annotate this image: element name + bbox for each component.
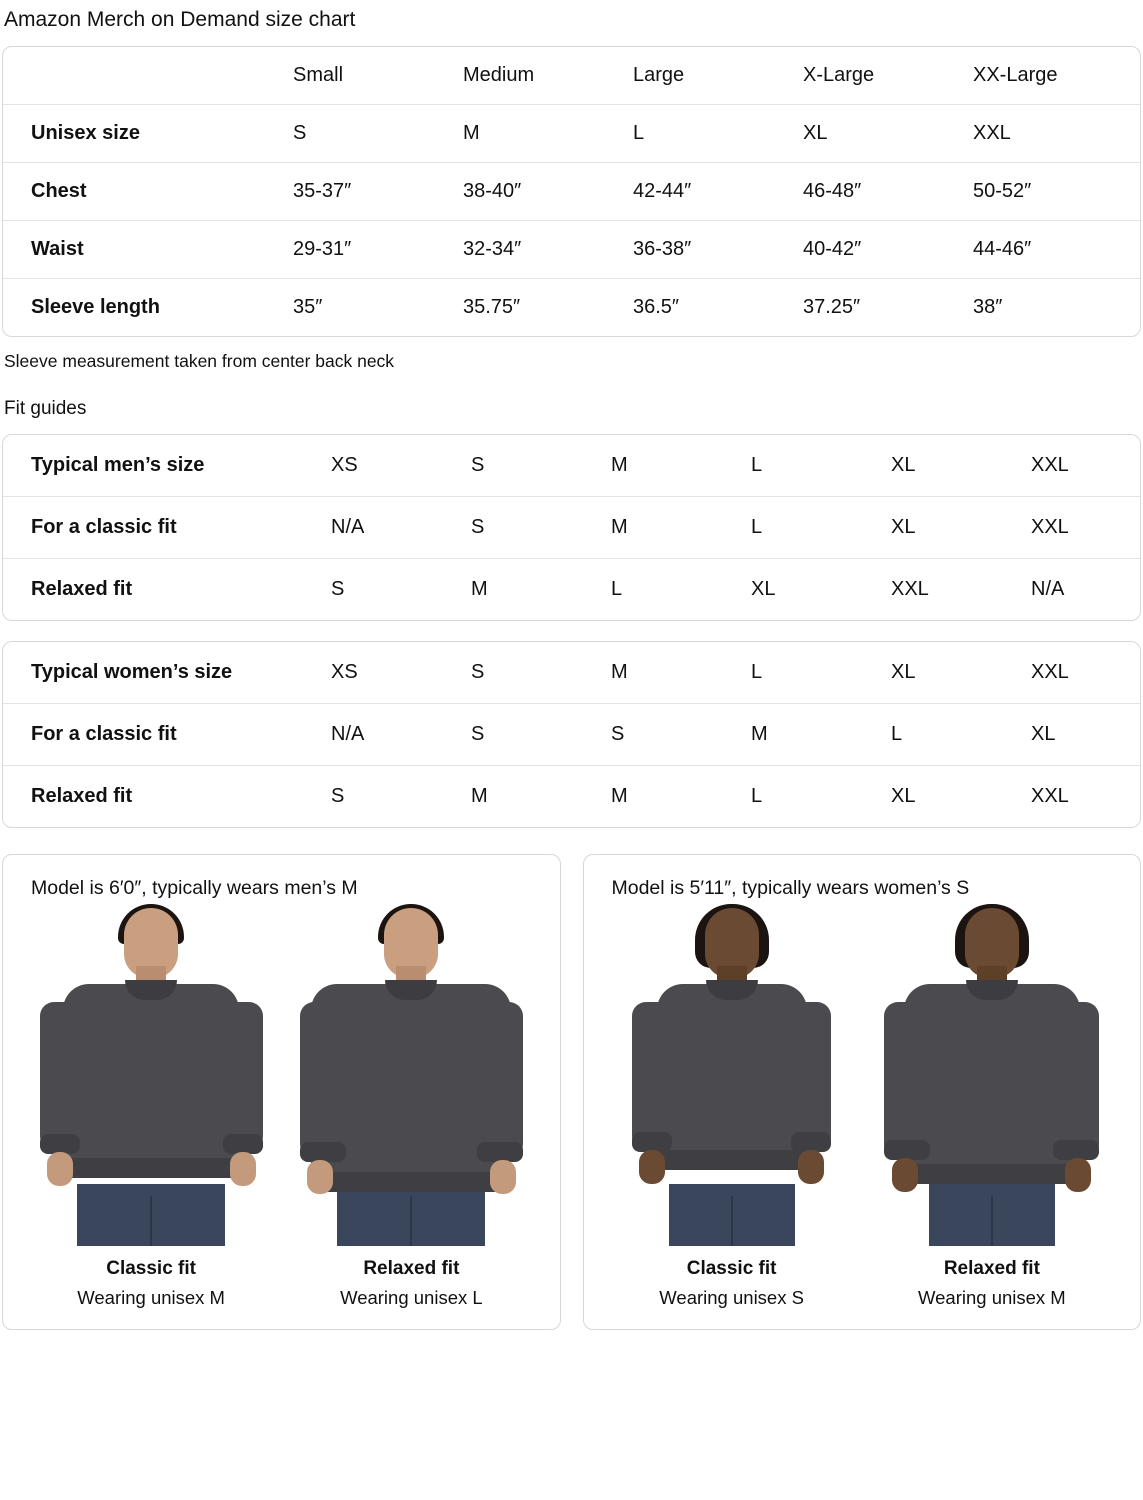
fit-guides-label: Fit guides [4, 398, 87, 419]
row-label-mens-relaxed-fit: Relaxed fit [31, 578, 133, 600]
cell: N/A [331, 704, 471, 766]
cell: L [633, 105, 803, 163]
hand-right [1065, 1158, 1091, 1192]
womens-relaxed-fit-illustration [874, 906, 1109, 1246]
cell: S [471, 704, 611, 766]
hand-left [639, 1150, 665, 1184]
table-row [3, 163, 1141, 221]
cuff-right [477, 1142, 523, 1162]
hand-right [798, 1150, 824, 1184]
womens-figure-row [602, 906, 1123, 1309]
mens-classic-fit-figure [34, 906, 269, 1309]
cuff-right [1053, 1140, 1099, 1160]
spacer [0, 621, 1143, 641]
cell: S [331, 578, 345, 600]
hand-right [230, 1152, 256, 1186]
fit-sublabel: Wearing unisex S [659, 1287, 804, 1308]
size-table [3, 47, 1141, 336]
cell: XL [803, 105, 973, 163]
row-label-sleeve-length: Sleeve length [31, 296, 160, 318]
fit-label: Relaxed fit [363, 1258, 460, 1279]
sleeve-right [791, 1002, 831, 1150]
cell: M [611, 497, 751, 559]
table-row [3, 435, 1141, 497]
cell: XL [891, 497, 1031, 559]
jeans-shape [337, 1184, 485, 1246]
cuff-right [223, 1134, 263, 1154]
column-header-medium: Medium [463, 47, 633, 105]
cell: S [331, 785, 345, 807]
cell: 50-52″ [973, 163, 1141, 221]
cell: 35.75″ [463, 296, 521, 318]
sleeve-left [884, 1002, 930, 1158]
cell: M [463, 105, 633, 163]
column-header-xlarge: X-Large [803, 47, 973, 105]
cell: 38″ [973, 296, 1003, 318]
table-row [3, 105, 1141, 163]
cell: 36-38″ [633, 221, 803, 279]
sleeve-measurement-note: Sleeve measurement taken from center back neck [4, 351, 395, 371]
row-label-chest: Chest [3, 163, 293, 221]
cuff-left [300, 1142, 346, 1162]
womens-fit-table [3, 642, 1141, 827]
cell: XXL [1031, 497, 1141, 559]
sweatshirt-body [657, 984, 807, 1164]
cell: 42-44″ [633, 163, 803, 221]
cell: L [891, 704, 1031, 766]
womens-fit-guide-card [2, 641, 1141, 828]
cell: N/A [1031, 578, 1065, 600]
cuff-left [40, 1134, 80, 1154]
mens-relaxed-fit-figure [294, 906, 529, 1309]
hand-right [490, 1160, 516, 1194]
hand-left [892, 1158, 918, 1192]
cell: XXL [1031, 435, 1141, 497]
column-header-xxlarge: XX-Large [973, 47, 1141, 105]
cell: XXL [891, 578, 929, 600]
cell: 37.25″ [803, 296, 861, 318]
womens-classic-fit-figure [614, 906, 849, 1309]
cuff-left [884, 1140, 930, 1160]
row-label-womens-relaxed-fit: Relaxed fit [31, 785, 133, 807]
mens-relaxed-fit-illustration [294, 906, 529, 1246]
fit-sublabel: Wearing unisex L [340, 1287, 483, 1308]
table-row [3, 766, 1141, 828]
cell: XL [891, 435, 1031, 497]
cell: XXL [973, 105, 1141, 163]
row-label-typical-womens-size: Typical women’s size [3, 642, 331, 704]
cell: 35″ [293, 296, 323, 318]
size-table-card [2, 46, 1141, 337]
table-row [3, 704, 1141, 766]
jeans-shape [929, 1184, 1055, 1246]
table-row [3, 497, 1141, 559]
cell: L [751, 497, 891, 559]
sleeve-right [477, 1002, 523, 1158]
cell: 36.5″ [633, 296, 680, 318]
mens-fit-guide-card [2, 434, 1141, 621]
cell: S [471, 435, 611, 497]
cell: 29-31″ [293, 221, 463, 279]
column-header-small: Small [293, 47, 463, 105]
row-label-waist: Waist [3, 221, 293, 279]
fit-label: Classic fit [686, 1258, 777, 1279]
cell: 35-37″ [293, 163, 463, 221]
cell: L [751, 435, 891, 497]
cell: XS [331, 642, 471, 704]
cell: 46-48″ [803, 163, 973, 221]
cell: N/A [331, 497, 471, 559]
row-label-typical-mens-size: Typical men’s size [3, 435, 331, 497]
row-label-womens-classic-fit: For a classic fit [3, 704, 331, 766]
cell: 40-42″ [803, 221, 973, 279]
cell: M [611, 435, 751, 497]
cell: XXL [1031, 642, 1141, 704]
jeans-shape [669, 1184, 795, 1246]
cell: S [611, 704, 751, 766]
row-label-unisex-size: Unisex size [3, 105, 293, 163]
column-header-large: Large [633, 47, 803, 105]
cell: 38-40″ [463, 163, 633, 221]
fit-sublabel: Wearing unisex M [918, 1287, 1066, 1308]
hem-band [63, 1158, 239, 1178]
cell: S [293, 105, 463, 163]
mens-model-caption: Model is 6′0″, typically wears men’s M [31, 877, 358, 899]
cell: L [751, 642, 891, 704]
fit-sublabel: Wearing unisex M [77, 1287, 225, 1308]
table-row [3, 559, 1141, 621]
hand-left [307, 1160, 333, 1194]
womens-model-card [583, 854, 1142, 1330]
table-header-row [3, 47, 1141, 105]
cell: 32-34″ [463, 221, 633, 279]
hem-band [904, 1164, 1080, 1184]
cell: XL [891, 642, 1031, 704]
mens-classic-fit-illustration [34, 906, 269, 1246]
jeans-shape [77, 1184, 225, 1246]
cell: S [471, 497, 611, 559]
sleeve-right [1053, 1002, 1099, 1158]
hem-band [311, 1172, 511, 1192]
column-header-blank [3, 47, 293, 105]
table-row [3, 279, 1141, 337]
womens-classic-fit-illustration [614, 906, 849, 1246]
sleeve-right [223, 1002, 263, 1150]
model-cards [2, 854, 1141, 1330]
cell: L [611, 578, 623, 600]
cell: 44-46″ [973, 221, 1141, 279]
mens-model-card [2, 854, 561, 1330]
cell: M [751, 704, 891, 766]
cell: XS [331, 435, 471, 497]
cell: M [471, 785, 488, 807]
fit-label: Relaxed fit [943, 1258, 1040, 1279]
cell: XL [891, 785, 916, 807]
cell: M [611, 642, 751, 704]
sleeve-left [40, 1002, 80, 1150]
cell: XL [1031, 704, 1141, 766]
womens-relaxed-fit-figure [874, 906, 1109, 1309]
table-row [3, 642, 1141, 704]
mens-fit-table [3, 435, 1141, 620]
sweatshirt-body [63, 984, 239, 1176]
cell: M [471, 578, 488, 600]
womens-model-caption: Model is 5′11″, typically wears women’s S [611, 877, 970, 899]
row-label-mens-classic-fit: For a classic fit [3, 497, 331, 559]
cell: XXL [1031, 785, 1069, 807]
cell: L [751, 785, 763, 807]
page-title: Amazon Merch on Demand size chart [4, 8, 356, 31]
mens-figure-row [21, 906, 542, 1309]
cell: S [471, 642, 611, 704]
sleeve-left [632, 1002, 672, 1150]
table-row [3, 221, 1141, 279]
cell: M [611, 785, 628, 807]
hem-band [657, 1150, 807, 1170]
hand-left [47, 1152, 73, 1186]
cell: XL [751, 578, 776, 600]
fit-label: Classic fit [106, 1258, 196, 1279]
sleeve-left [300, 1002, 346, 1158]
cuff-right [791, 1132, 831, 1152]
cuff-left [632, 1132, 672, 1152]
